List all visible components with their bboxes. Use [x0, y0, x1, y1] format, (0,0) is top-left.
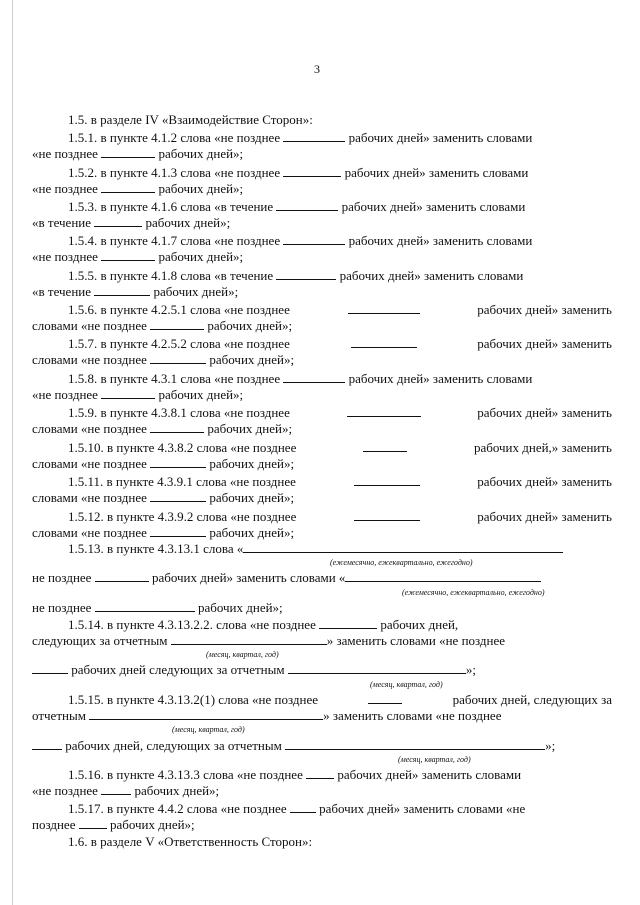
paragraph-line: словами «не позднее рабочих дней»;	[32, 318, 293, 333]
paragraph-line: 1.5.8. в пункте 4.3.1 слова «не позднее рабочих дней» заменить словами	[68, 371, 533, 386]
paragraph-line: отчетным » заменить словами «не позднее	[32, 708, 502, 723]
paragraph-line: «не позднее рабочих дней»;	[32, 387, 244, 402]
paragraph-line: рабочих дней следующих за отчетным »;	[32, 662, 612, 678]
scan-edge	[12, 0, 13, 905]
blank-hint: (месяц, квартал, год)	[206, 650, 279, 659]
paragraph-line: 1.5.12. в пункте 4.3.9.2 слова «не позднее рабочих дней» заменить	[68, 509, 612, 524]
paragraph-line: 1.5.15. в пункте 4.3.13.2(1) слова «не позднее рабочих дней, следующих за	[68, 692, 612, 707]
paragraph-line: «не позднее рабочих дней»;	[32, 146, 244, 161]
blank-hint: (месяц, квартал, год)	[398, 755, 471, 764]
blank-hint: (месяц, квартал, год)	[370, 680, 443, 689]
paragraph-line: 1.5.2. в пункте 4.1.3 слова «не позднее рабочих дней» заменить словами	[68, 165, 529, 180]
paragraph-line: 1.5.6. в пункте 4.2.5.1 слова «не позднее рабочих дней» заменить	[68, 302, 612, 317]
paragraph-line: позднее рабочих дней»;	[32, 817, 195, 832]
paragraph-line: «не позднее рабочих дней»;	[32, 249, 244, 264]
paragraph-line: 1.5.5. в пункте 4.1.8 слова «в течение рабочих дней» заменить словами	[68, 268, 524, 283]
paragraph-line: 1.5.11. в пункте 4.3.9.1 слова «не позднее рабочих дней» заменить	[68, 474, 612, 489]
blank-hint: (ежемесячно, ежеквартально, ежегодно)	[402, 588, 545, 597]
section-heading: 1.5. в разделе IV «Взаимодействие Сторон»:	[68, 112, 313, 127]
paragraph-line: не позднее рабочих дней» заменить словами «	[32, 570, 612, 586]
blank-hint: (месяц, квартал, год)	[172, 725, 245, 734]
paragraph-line: 1.5.4. в пункте 4.1.7 слова «не позднее рабочих дней» заменить словами	[68, 233, 533, 248]
paragraph-line: «не позднее рабочих дней»;	[32, 181, 244, 196]
paragraph-line: 1.5.7. в пункте 4.2.5.2 слова «не позднее рабочих дней» заменить	[68, 336, 612, 351]
paragraph-line: не позднее рабочих дней»;	[32, 600, 283, 615]
paragraph-line: словами «не позднее рабочих дней»;	[32, 490, 295, 505]
paragraph-line: 1.5.14. в пункте 4.3.13.2.2. слова «не позднее рабочих дней,	[68, 617, 459, 632]
paragraph-line: «не позднее рабочих дней»;	[32, 783, 220, 798]
section-heading: 1.6. в разделе V «Ответственность Сторон»:	[68, 834, 313, 849]
paragraph-line: 1.5.17. в пункте 4.4.2 слова «не позднее рабочих дней» заменить словами «не	[68, 801, 526, 816]
paragraph-line: «в течение рабочих дней»;	[32, 215, 231, 230]
paragraph-line: 1.5.9. в пункте 4.3.8.1 слова «не позднее рабочих дней» заменить	[68, 405, 612, 420]
paragraph-line: «в течение рабочих дней»;	[32, 284, 239, 299]
paragraph-line: словами «не позднее рабочих дней»;	[32, 456, 295, 471]
paragraph-line: 1.5.1. в пункте 4.1.2 слова «не позднее рабочих дней» заменить словами	[68, 130, 533, 145]
paragraph-line: словами «не позднее рабочих дней»;	[32, 352, 295, 367]
paragraph-line: словами «не позднее рабочих дней»;	[32, 421, 293, 436]
paragraph-line: рабочих дней, следующих за отчетным »;	[32, 738, 612, 754]
paragraph-line: 1.5.10. в пункте 4.3.8.2 слова «не позднее рабочих дней,» заменить	[68, 440, 612, 455]
paragraph-line: следующих за отчетным » заменить словами «не позднее	[32, 633, 506, 648]
page-number: 3	[314, 62, 320, 76]
blank-hint: (ежемесячно, ежеквартально, ежегодно)	[330, 558, 473, 567]
paragraph-line: 1.5.3. в пункте 4.1.6 слова «в течение рабочих дней» заменить словами	[68, 199, 526, 214]
paragraph-line: словами «не позднее рабочих дней»;	[32, 525, 295, 540]
paragraph-line: 1.5.13. в пункте 4.3.13.1 слова «	[68, 541, 612, 557]
paragraph-line: 1.5.16. в пункте 4.3.13.3 слова «не позднее рабочих дней» заменить словами	[68, 767, 522, 782]
